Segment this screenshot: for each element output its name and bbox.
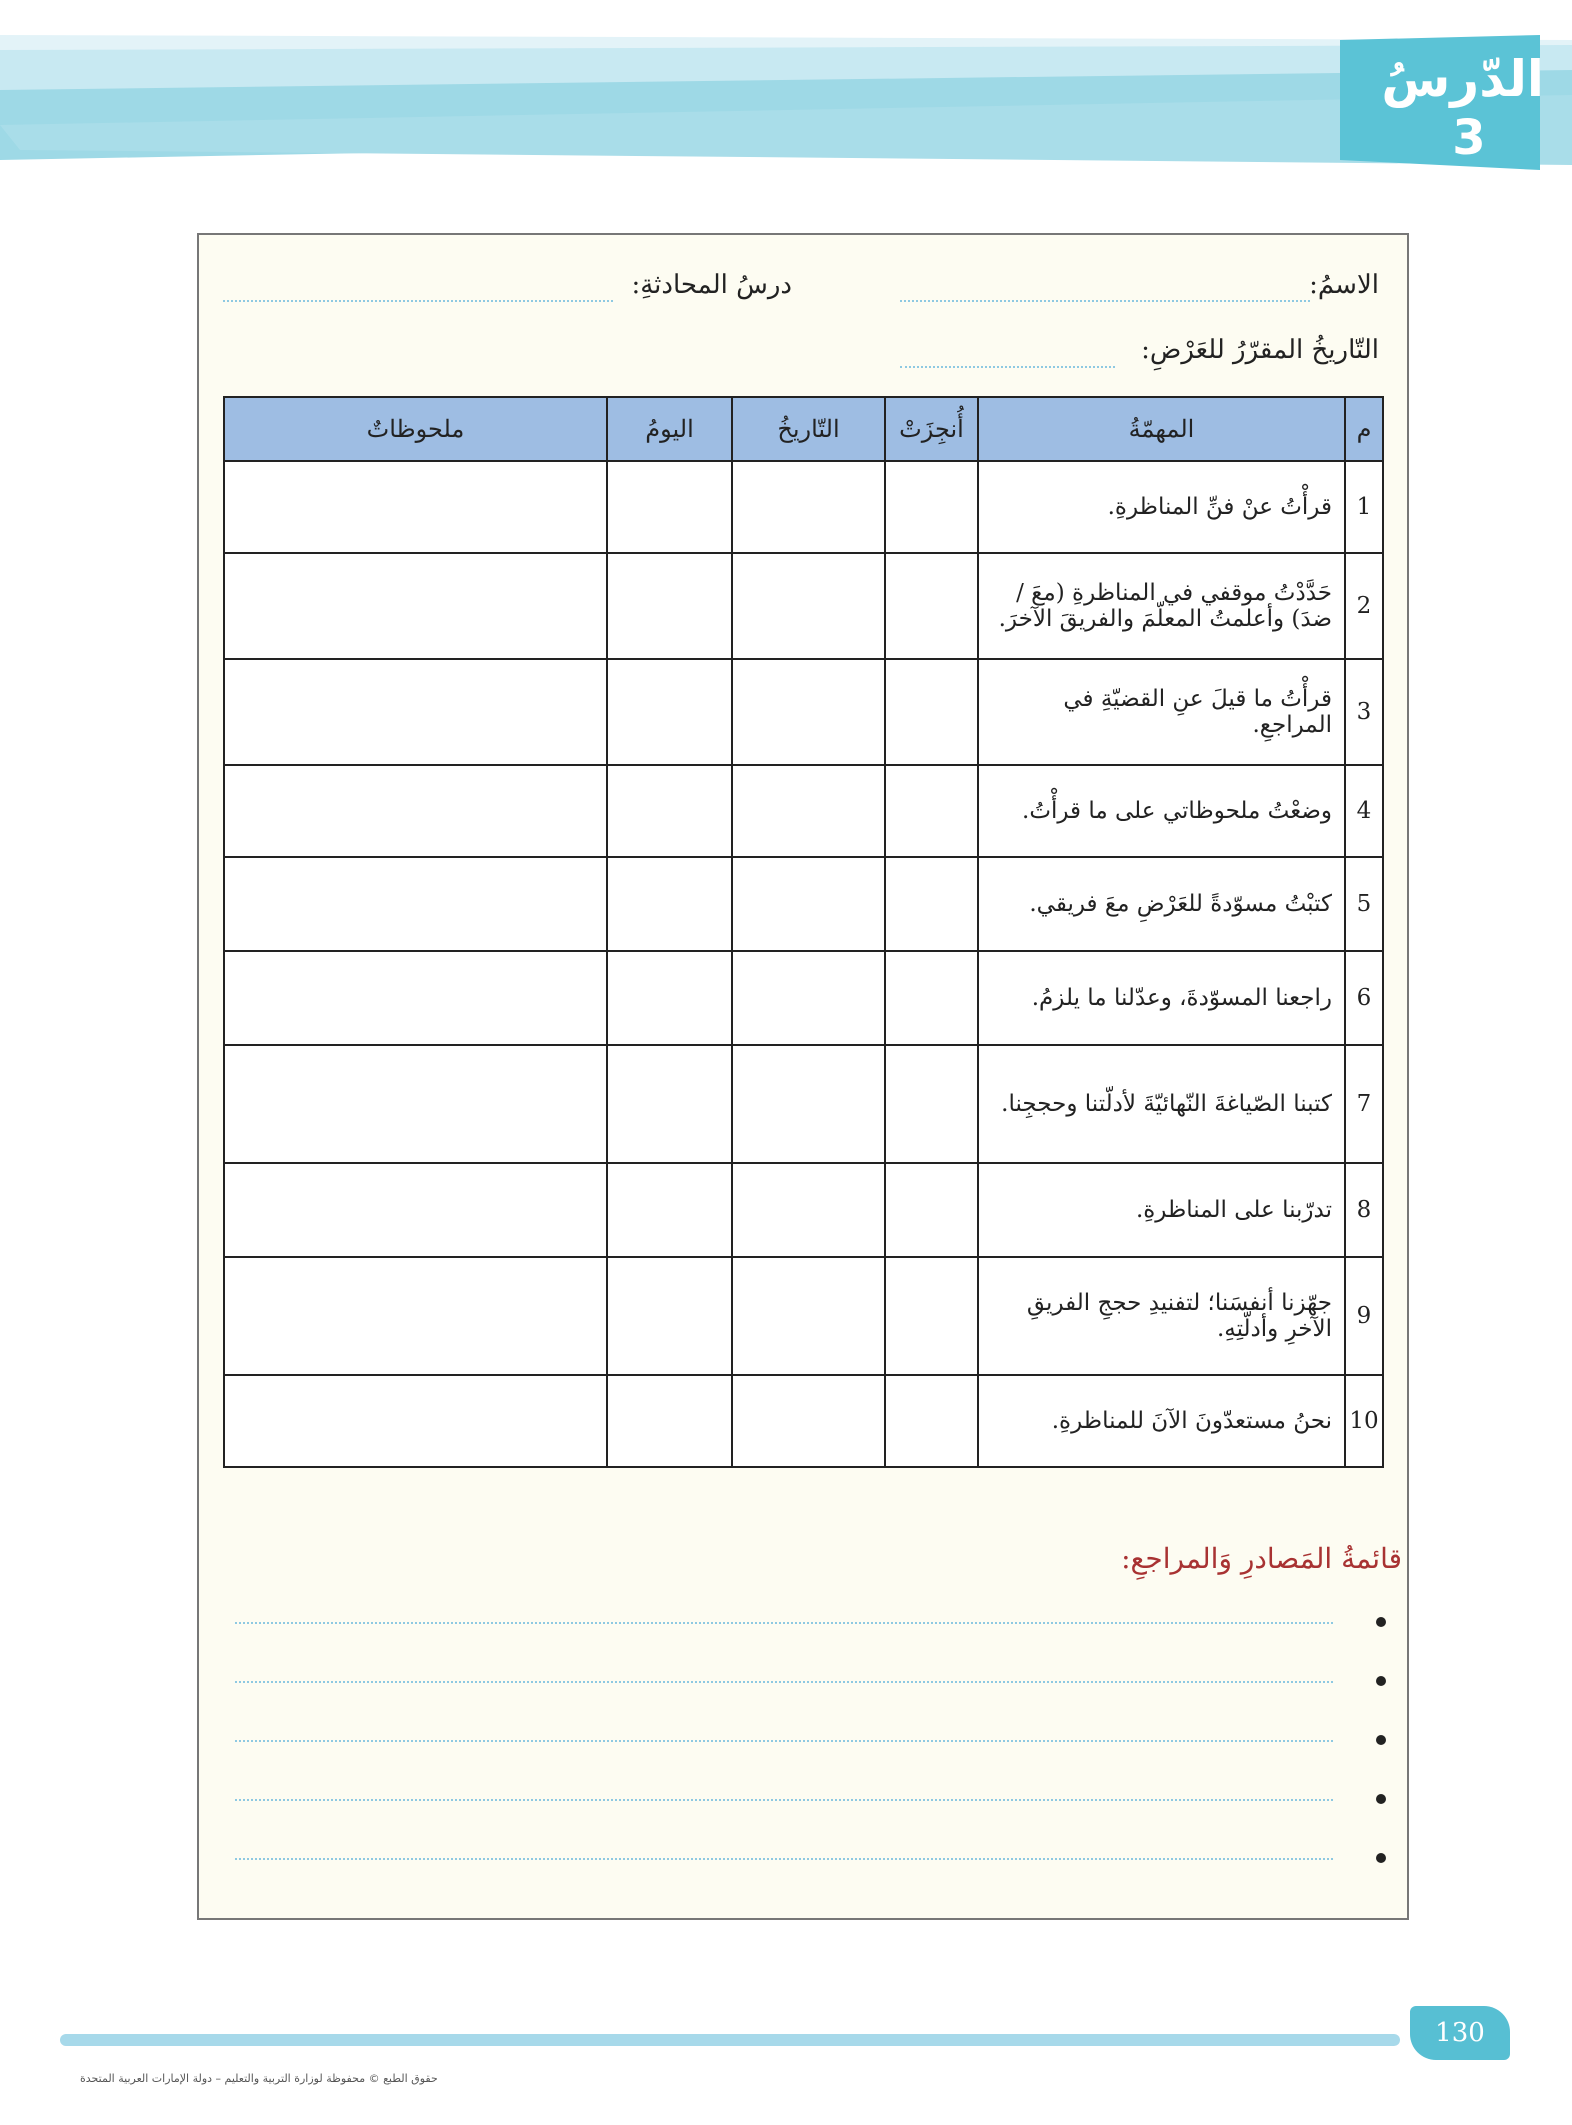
row-number: 10 xyxy=(1345,1375,1383,1467)
header-task: المهمّةُ xyxy=(978,397,1345,461)
bullet-icon xyxy=(1376,1617,1386,1627)
day-cell[interactable] xyxy=(607,1375,732,1467)
lesson-number: 3 xyxy=(1452,110,1486,166)
day-cell[interactable] xyxy=(607,1257,732,1375)
name-label: الاسمُ: xyxy=(1309,270,1379,300)
date-cell[interactable] xyxy=(732,461,885,553)
day-cell[interactable] xyxy=(607,857,732,951)
day-cell[interactable] xyxy=(607,1045,732,1163)
row-task: راجعنا المسوّدةَ، وعدّلنا ما يلزمُ. xyxy=(978,951,1345,1045)
name-field[interactable] xyxy=(900,300,1310,302)
row-number: 2 xyxy=(1345,553,1383,659)
table-row xyxy=(224,765,1383,857)
date-cell[interactable] xyxy=(732,951,885,1045)
page-number: 130 xyxy=(1410,2006,1510,2060)
row-number: 3 xyxy=(1345,659,1383,765)
bullet-icon xyxy=(1376,1735,1386,1745)
row-task: نحنُ مستعدّونَ الآنَ للمناظرةِ. xyxy=(978,1375,1345,1467)
date-cell[interactable] xyxy=(732,1257,885,1375)
table-row xyxy=(224,1163,1383,1257)
row-number: 4 xyxy=(1345,765,1383,857)
copyright-text: حقوق الطبع © محفوظة لوزارة التربية والتعليم – دولة الإمارات العربية المتحدة xyxy=(80,2072,438,2085)
day-cell[interactable] xyxy=(607,461,732,553)
done-cell[interactable] xyxy=(885,659,978,765)
row-task: كتبنا الصّياغةَ النّهائيّةَ لأدلّتنا وحججِنا. xyxy=(978,1045,1345,1163)
date-cell[interactable] xyxy=(732,553,885,659)
header-done: أُنجِزَتْ xyxy=(885,397,978,461)
done-cell[interactable] xyxy=(885,1257,978,1375)
done-cell[interactable] xyxy=(885,1045,978,1163)
date-label: التّاريخُ المقرّرُ للعَرْضِ: xyxy=(1141,335,1379,365)
day-cell[interactable] xyxy=(607,1163,732,1257)
header-banner xyxy=(0,0,1572,200)
done-cell[interactable] xyxy=(885,553,978,659)
bullet-icon xyxy=(1376,1794,1386,1804)
row-task: جهّزنا أنفسَنا؛ لتفنيدِ حججِ الفريقِ الآخرِ وأدلّتِهِ. xyxy=(978,1257,1345,1375)
lesson-field[interactable] xyxy=(223,300,613,302)
done-cell[interactable] xyxy=(885,765,978,857)
header-notes: ملحوظاتٌ xyxy=(224,397,607,461)
table-row xyxy=(224,1257,1383,1375)
notes-cell[interactable] xyxy=(224,659,607,765)
day-cell[interactable] xyxy=(607,765,732,857)
notes-cell[interactable] xyxy=(224,951,607,1045)
row-number: 9 xyxy=(1345,1257,1383,1375)
bullet-icon xyxy=(1376,1676,1386,1686)
source-line[interactable] xyxy=(235,1740,1333,1742)
row-task: حَدَّدْتُ موقفي في المناظرةِ (معَ / ضدَ) وأعلمتُ المعلّمَ والفريقَ الآخرَ. xyxy=(978,553,1345,659)
table-row xyxy=(224,553,1383,659)
header-date: التّاريخُ xyxy=(732,397,885,461)
footer-bar xyxy=(60,2034,1400,2046)
date-cell[interactable] xyxy=(732,1375,885,1467)
notes-cell[interactable] xyxy=(224,1375,607,1467)
row-task: تدرّبنا على المناظرةِ. xyxy=(978,1163,1345,1257)
row-number: 7 xyxy=(1345,1045,1383,1163)
notes-cell[interactable] xyxy=(224,1257,607,1375)
row-number: 5 xyxy=(1345,857,1383,951)
notes-cell[interactable] xyxy=(224,461,607,553)
notes-cell[interactable] xyxy=(224,765,607,857)
header-day: اليومُ xyxy=(607,397,732,461)
row-number: 6 xyxy=(1345,951,1383,1045)
source-line[interactable] xyxy=(235,1681,1333,1683)
bullet-icon xyxy=(1376,1853,1386,1863)
source-line[interactable] xyxy=(235,1622,1333,1624)
date-field[interactable] xyxy=(900,366,1115,368)
row-task: وضعْتُ ملحوظاتي على ما قرأْتُ. xyxy=(978,765,1345,857)
table-header-row xyxy=(224,397,1383,461)
row-number: 8 xyxy=(1345,1163,1383,1257)
sources-title: قائمةُ المَصادرِ وَالمراجعِ: xyxy=(1121,1542,1402,1575)
source-line[interactable] xyxy=(235,1858,1333,1860)
lesson-label: درسُ المحادثةِ: xyxy=(631,270,792,300)
lesson-word: الدّرسُ xyxy=(1381,50,1544,108)
date-cell[interactable] xyxy=(732,857,885,951)
source-line[interactable] xyxy=(235,1799,1333,1801)
day-cell[interactable] xyxy=(607,951,732,1045)
notes-cell[interactable] xyxy=(224,857,607,951)
date-cell[interactable] xyxy=(732,1163,885,1257)
notes-cell[interactable] xyxy=(224,1045,607,1163)
notes-cell[interactable] xyxy=(224,553,607,659)
done-cell[interactable] xyxy=(885,461,978,553)
table-row xyxy=(224,1045,1383,1163)
done-cell[interactable] xyxy=(885,857,978,951)
date-cell[interactable] xyxy=(732,765,885,857)
tasks-table xyxy=(223,396,1384,1468)
table-row xyxy=(224,461,1383,553)
row-task: كتبْتُ مسوّدةً للعَرْضِ معَ فريقي. xyxy=(978,857,1345,951)
table-row xyxy=(224,857,1383,951)
done-cell[interactable] xyxy=(885,1163,978,1257)
done-cell[interactable] xyxy=(885,951,978,1045)
day-cell[interactable] xyxy=(607,659,732,765)
row-task: قرأْتُ عنْ فنِّ المناظرةِ. xyxy=(978,461,1345,553)
table-row xyxy=(224,659,1383,765)
header-num: م xyxy=(1345,397,1383,461)
done-cell[interactable] xyxy=(885,1375,978,1467)
notes-cell[interactable] xyxy=(224,1163,607,1257)
table-row xyxy=(224,951,1383,1045)
row-number: 1 xyxy=(1345,461,1383,553)
day-cell[interactable] xyxy=(607,553,732,659)
table-row xyxy=(224,1375,1383,1467)
row-task: قرأْتُ ما قيلَ عنِ القضيّةِ في المراجعِ. xyxy=(978,659,1345,765)
date-cell[interactable] xyxy=(732,1045,885,1163)
date-cell[interactable] xyxy=(732,659,885,765)
